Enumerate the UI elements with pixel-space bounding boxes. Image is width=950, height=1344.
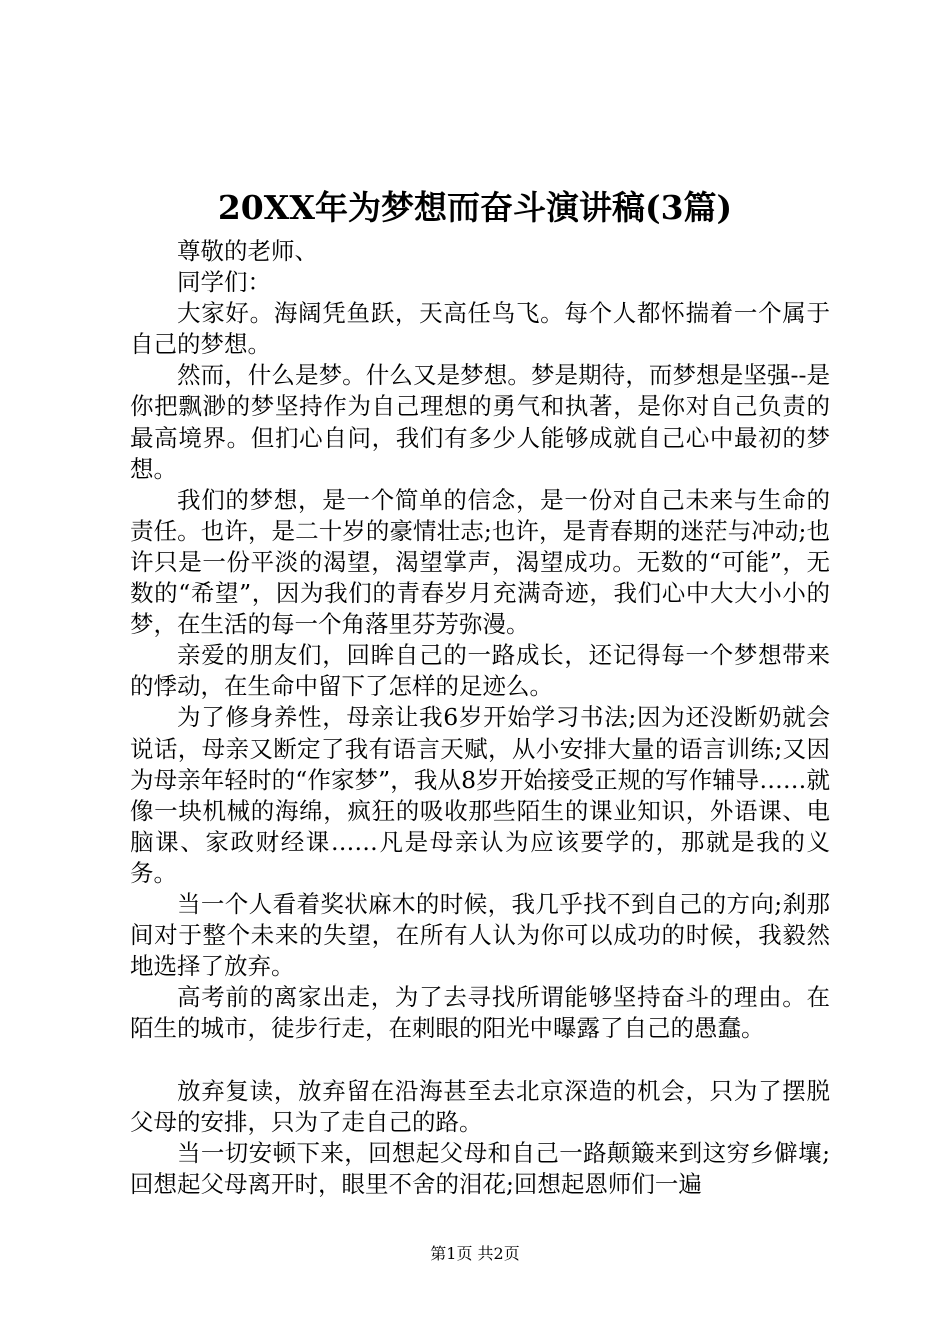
paragraph: 当一个人看着奖状麻木的时候，我几乎找不到自己的方向;刹那间对于整个未来的失望，在所有人认为你可以成功的时候，我毅然地选择了放弃。 xyxy=(130,889,830,981)
blank-line xyxy=(130,1044,830,1075)
paragraph: 当一切安顿下来，回想起父母和自己一路颠簸来到这穷乡僻壤;回想起父母离开时，眼里不舍的泪花;回想起恩师们一遍 xyxy=(130,1138,830,1198)
paragraph-salutation-1: 尊敬的老师、 xyxy=(177,237,318,265)
paragraph-salutation-2: 同学们： xyxy=(177,268,271,297)
paragraph: 然而，什么是梦。什么又是梦想。梦是期待，而梦想是坚强--是你把飘渺的梦坚持作为自己理想的勇气和执著，是你对自己负责的最高境界。但扪心自问，我们有多少人能够成就自己心中最初的梦想。 xyxy=(130,361,830,483)
paragraph: 大家好。海阔凭鱼跃，天高任鸟飞。每个人都怀揣着一个属于自己的梦想。 xyxy=(130,299,830,359)
paragraph: 高考前的离家出走，为了去寻找所谓能够坚持奋斗的理由。在陌生的城市，徒步行走，在刺眼的阳光中曝露了自己的愚蠢。 xyxy=(130,983,830,1043)
document-title: 20XX年为梦想而奋斗演讲稿(3篇) xyxy=(217,188,733,227)
paragraph: 放弃复读，放弃留在沿海甚至去北京深造的机会，只为了摆脱父母的安排，只为了走自己的路。 xyxy=(130,1076,830,1136)
paragraph: 为了修身养性，母亲让我6岁开始学习书法;因为还没断奶就会说话，母亲又断定了我有语言天赋，从小安排大量的语言训练;又因为母亲年轻时的“作家梦”，我从8岁开始接受正规的写作辅导……就像一块机械的海绵，疯狂的吸收那些陌生的课业知识，外语课、电脑课、家政财经课……凡是母亲认为应该要学的，那就是我的义务。 xyxy=(130,703,830,887)
paragraph: 我们的梦想，是一个简单的信念，是一份对自己未来与生命的责任。也许，是二十岁的豪情壮志;也许，是青春期的迷茫与冲动;也许只是一份平淡的渴望，渴望掌声，渴望成功。无数的“可能”，无数的“希望”，因为我们的青春岁月充满奇迹，我们心中大大小小的梦，在生活的每一个角落里芬芳弥漫。 xyxy=(130,485,830,639)
document-body xyxy=(130,236,830,1200)
page-footer: 第1页 共2页 xyxy=(430,1244,520,1263)
paragraph: 亲爱的朋友们，回眸自己的一路成长，还记得每一个梦想带来的悸动，在生命中留下了怎样的足迹么。 xyxy=(130,641,830,701)
